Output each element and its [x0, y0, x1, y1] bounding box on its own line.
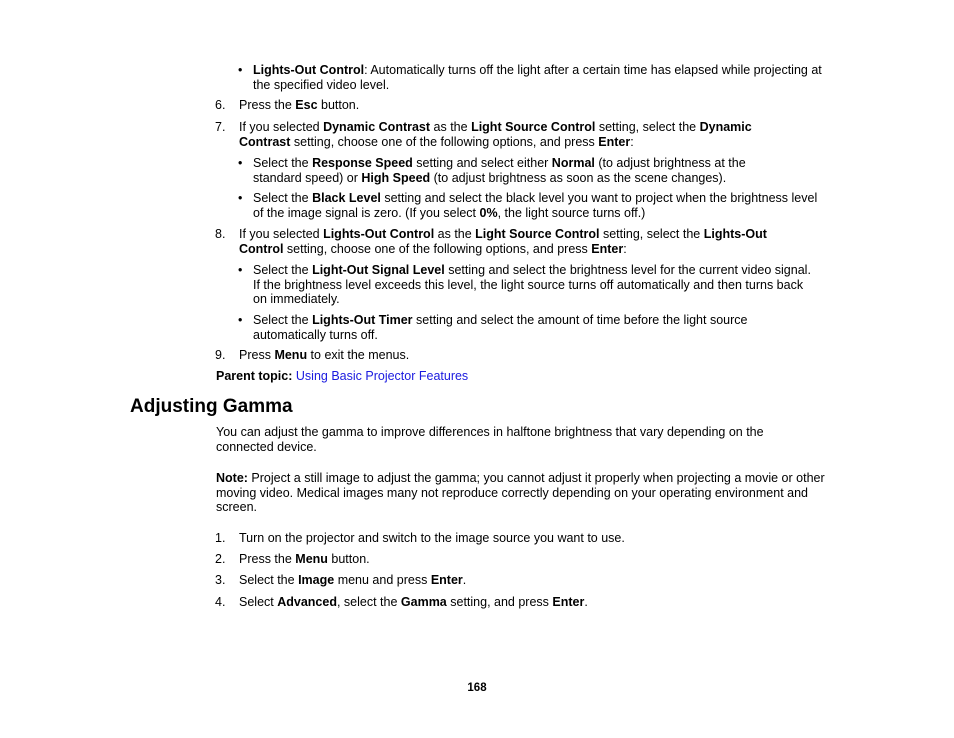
bullet-marker: •	[238, 263, 243, 277]
bullet-response-speed: Select the Response Speed setting and select either Normal (to adjust brightness at the standard speed) or High Speed (to adjust brightness as soon as the scene changes).	[253, 156, 746, 185]
step-number: 3.	[215, 573, 226, 587]
step-number: 9.	[215, 348, 226, 362]
step-number: 8.	[215, 227, 226, 241]
bullet-marker: •	[238, 63, 243, 77]
section-title: Adjusting Gamma	[130, 396, 293, 417]
parent-topic-link[interactable]: Using Basic Projector Features	[295, 369, 469, 383]
bullet-marker: •	[238, 191, 243, 205]
gamma-step-3: Select the Image menu and press Enter.	[239, 573, 467, 587]
gamma-step-1: Turn on the projector and switch to the image source you want to use.	[239, 531, 625, 545]
intro-paragraph: You can adjust the gamma to improve differences in halftone brightness that vary depending on the connected device.	[216, 425, 764, 454]
step-number: 1.	[215, 531, 226, 545]
gamma-step-2: Press the Menu button.	[239, 552, 370, 566]
bullet-light-out-signal-level: Select the Light-Out Signal Level setting and select the brightness level for the current video signal. If the brightness level exceeds this level, the light source turns off automatically and then turns back on immediately.	[253, 263, 811, 306]
step-number: 7.	[215, 120, 226, 134]
parent-topic-label: Parent topic:	[216, 369, 293, 383]
step-9-text: Press Menu to exit the menus.	[239, 348, 410, 362]
page-number: 168	[467, 682, 487, 694]
step-number: 4.	[215, 595, 226, 609]
bullet-lights-out-control: Lights-Out Control: Automatically turns off the light after a certain time has elapsed while projecting at the specified video level.	[253, 63, 822, 92]
step-number: 6.	[215, 98, 226, 112]
bullet-marker: •	[238, 313, 243, 327]
bullet-black-level: Select the Black Level setting and select the black level you want to project when the brightness level of the image signal is zero. (If you select 0%, the light source turns off.)	[253, 191, 818, 220]
bullet-marker: •	[238, 156, 243, 170]
step-7-text: If you selected Dynamic Contrast as the Light Source Control setting, select the Dynamic Contrast setting, choose one of the following options, and press Enter:	[239, 120, 752, 149]
note-paragraph: Note: Project a still image to adjust the gamma; you cannot adjust it properly when projecting a movie or other moving video. Medical images many not reproduce correctly depending on your operating environment and screen.	[216, 471, 825, 514]
parent-topic	[216, 369, 826, 384]
gamma-step-4: Select Advanced, select the Gamma setting, and press Enter.	[239, 595, 588, 609]
bullet-lights-out-timer: Select the Lights-Out Timer setting and select the amount of time before the light source automatically turns off.	[253, 313, 748, 342]
step-6-text: Press the Esc button.	[239, 98, 360, 112]
step-number: 2.	[215, 552, 226, 566]
step-8-text: If you selected Lights-Out Control as the Light Source Control setting, select the Lights-Out Control setting, choose one of the following options, and press Enter:	[239, 227, 767, 256]
